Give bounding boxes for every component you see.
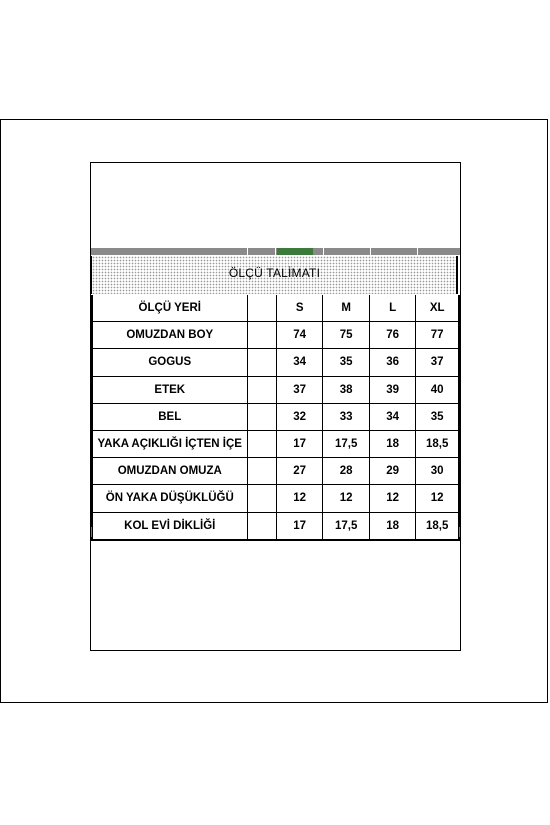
blank-cell — [248, 513, 277, 541]
row-label: GOGUS — [91, 349, 248, 376]
cell-value: 34 — [277, 349, 323, 376]
cell-value: 18,5 — [416, 431, 460, 458]
blank-cell — [248, 295, 277, 322]
cell-value: 74 — [277, 322, 323, 349]
table-title: ÖLÇÜ TALİMATI — [228, 266, 321, 280]
cell-value: 40 — [416, 377, 460, 404]
cell-value: 12 — [277, 485, 323, 512]
selected-column-indicator — [277, 248, 313, 255]
table-row — [91, 485, 460, 512]
cell-value: 30 — [416, 458, 460, 485]
cell-value: 17,5 — [323, 431, 370, 458]
table-row — [91, 322, 460, 349]
table-row — [91, 513, 460, 541]
row-label: KOL EVİ DİKLİĞİ — [91, 513, 248, 541]
row-label: ETEK — [91, 377, 248, 404]
cell-value: 18,5 — [416, 513, 460, 541]
cell-value: 37 — [277, 377, 323, 404]
spreadsheet-column-header-strip — [91, 248, 460, 255]
table-row — [91, 458, 460, 485]
blank-cell — [248, 349, 277, 376]
row-label: ÖN YAKA DÜŞÜKLÜĞÜ — [91, 485, 248, 512]
header-size-s: S — [277, 295, 323, 322]
row-label: OMUZDAN OMUZA — [91, 458, 248, 485]
cell-value: 12 — [416, 485, 460, 512]
cell-value: 32 — [277, 404, 323, 431]
cell-value: 36 — [370, 349, 416, 376]
header-size-l: L — [370, 295, 416, 322]
gridline-stub — [91, 527, 92, 537]
blank-cell — [248, 377, 277, 404]
cell-value: 37 — [416, 349, 460, 376]
cell-value: 75 — [323, 322, 370, 349]
blank-cell — [248, 322, 277, 349]
cell-value: 17 — [277, 431, 323, 458]
cell-value: 12 — [323, 485, 370, 512]
header-size-m: M — [323, 295, 370, 322]
cell-value: 35 — [323, 349, 370, 376]
table-row — [91, 431, 460, 458]
cell-value: 28 — [323, 458, 370, 485]
table-row — [91, 404, 460, 431]
row-label: BEL — [91, 404, 248, 431]
cell-value: 77 — [416, 322, 460, 349]
row-label: OMUZDAN BOY — [91, 322, 248, 349]
cell-value: 12 — [370, 485, 416, 512]
blank-cell — [248, 485, 277, 512]
cell-value: 76 — [370, 322, 416, 349]
cell-value: 29 — [370, 458, 416, 485]
table-header-row — [91, 295, 460, 322]
cell-value: 18 — [370, 513, 416, 541]
cell-value: 39 — [370, 377, 416, 404]
gridline-stub — [459, 527, 460, 537]
row-label: YAKA AÇIKLIĞI İÇTEN İÇE — [91, 431, 248, 458]
cell-value: 18 — [370, 431, 416, 458]
blank-cell — [248, 431, 277, 458]
header-size-xl: XL — [416, 295, 460, 322]
cell-value: 33 — [323, 404, 370, 431]
cell-value: 17,5 — [323, 513, 370, 541]
size-chart-table — [91, 295, 460, 541]
header-measurement-label: ÖLÇÜ YERİ — [91, 295, 248, 322]
cell-value: 35 — [416, 404, 460, 431]
blank-cell — [248, 458, 277, 485]
cell-value: 27 — [277, 458, 323, 485]
table-row — [91, 349, 460, 376]
blank-cell — [248, 404, 277, 431]
cell-value: 38 — [323, 377, 370, 404]
cell-value: 34 — [370, 404, 416, 431]
table-row — [91, 377, 460, 404]
cell-value: 17 — [277, 513, 323, 541]
